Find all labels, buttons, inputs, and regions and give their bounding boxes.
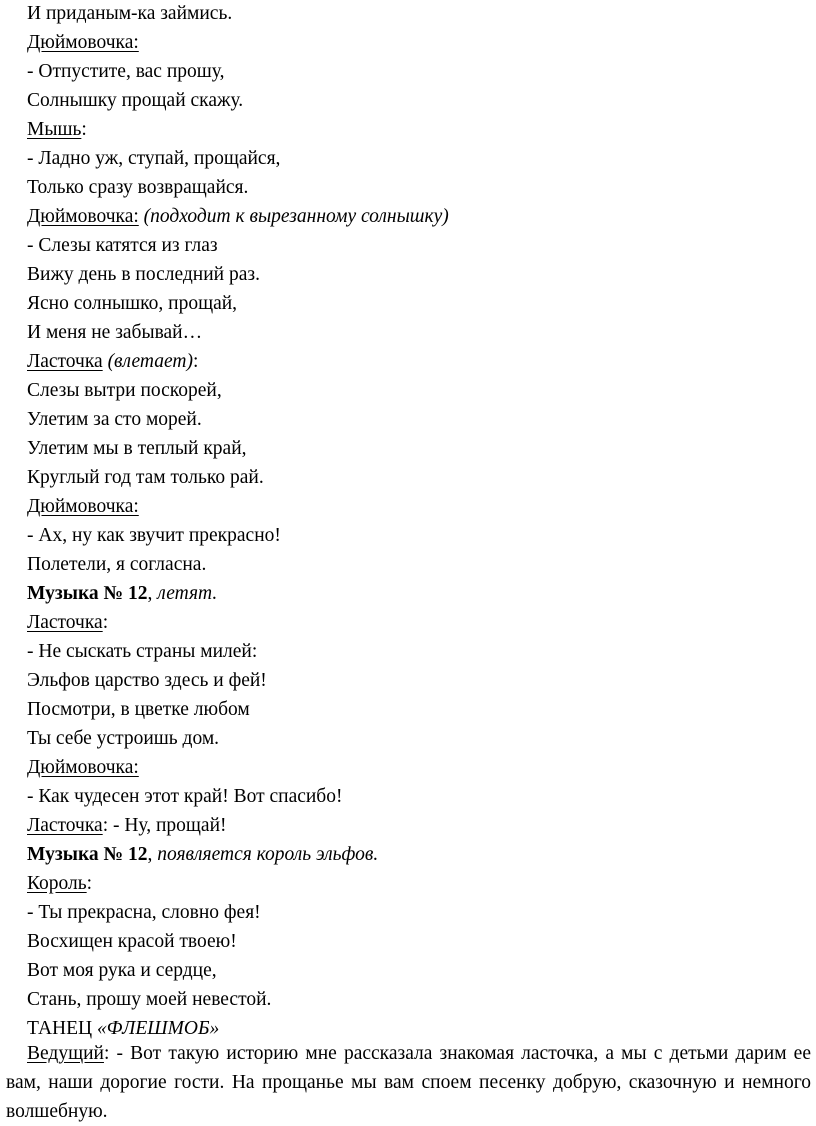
line-24: Эльфов царство здесь и фей!: [27, 670, 267, 691]
line-12: И меня не забывай…: [27, 322, 203, 343]
line-18: [27, 492, 139, 521]
closing-paragraph: Ведущий: - Вот такую историю мне рассказала знакомая ласточка, а мы с детьми дарим ее вам, наши дорогие гости. На прощанье мы вам споем песенку добрую, сказочную и немного волшебную.: [6, 1043, 811, 1122]
line-21: Музыка № 12, летят.: [27, 583, 218, 604]
line-3: - Отпустите, вас прошу,: [27, 61, 225, 82]
speaker-label: Ласточка: [27, 815, 103, 836]
line-28: - Как чудесен этот край! Вот спасибо!: [27, 786, 343, 807]
speaker-label: Ласточка: [27, 351, 103, 372]
line-23: - Не сыскать страны милей:: [27, 641, 258, 662]
line-15: Улетим за сто морей.: [27, 409, 202, 430]
stage-direction: (подходит к вырезанному солнышку): [138, 206, 449, 227]
line-26: Ты себе устроишь дом.: [27, 728, 220, 749]
music-cue: Музыка № 12: [27, 583, 148, 604]
speaker-label: Дюймовочка:: [27, 32, 139, 53]
speaker-label: Дюймовочка:: [27, 206, 139, 227]
line-34: Вот моя рука и сердце,: [27, 960, 217, 981]
line-1: И приданым-ка займись.: [27, 3, 233, 24]
line-31: Король:: [27, 873, 93, 894]
line-6: - Ладно уж, ступай, прощайся,: [27, 148, 281, 169]
line-20: Полетели, я согласна.: [27, 554, 207, 575]
line-16: Улетим мы в теплый край,: [27, 438, 247, 459]
speaker-label: Ведущий: [27, 1043, 104, 1064]
line-4: Солнышку прощай скажу.: [27, 90, 244, 111]
stage-direction: появляется король эльфов.: [157, 844, 379, 865]
line-8: [27, 202, 449, 231]
line-13: Ласточка (влетает):: [27, 351, 199, 372]
music-cue: Музыка № 12: [27, 844, 148, 865]
line-19: - Ах, ну как звучит прекрасно!: [27, 525, 281, 546]
speaker-label: Мышь: [27, 119, 82, 140]
line-36: ТАНЕЦ «ФЛЕШМОБ»: [27, 1018, 220, 1039]
line-25: Посмотри, в цветке любом: [27, 699, 250, 720]
dance-title: «ФЛЕШМОБ»: [96, 1018, 220, 1039]
line-11: Ясно солнышко, прощай,: [27, 293, 238, 314]
line-9: - Слезы катятся из глаз: [27, 235, 218, 256]
line-33: Восхищен красой твоею!: [27, 931, 237, 952]
stage-direction: летят.: [157, 583, 218, 604]
stage-direction: (влетает): [102, 351, 193, 372]
line-5: Мышь:: [27, 119, 87, 140]
speaker-label: Ласточка: [27, 612, 103, 633]
line-14: Слезы вытри поскорей,: [27, 380, 222, 401]
line-30: Музыка № 12, появляется король эльфов.: [27, 844, 379, 865]
speaker-label: Дюймовочка:: [27, 757, 139, 778]
speaker-label: Король: [27, 873, 87, 894]
line-32: - Ты прекрасна, словно фея!: [27, 902, 261, 923]
line-27: [27, 753, 139, 782]
line-29: Ласточка: - Ну, прощай!: [27, 815, 227, 836]
line-2: [27, 28, 139, 57]
line-22: Ласточка:: [27, 612, 109, 633]
line-10: Вижу день в последний раз.: [27, 264, 260, 285]
line-7: Только сразу возвращайся.: [27, 177, 249, 198]
speaker-label: Дюймовочка:: [27, 496, 139, 517]
line-35: Стань, прошу моей невестой.: [27, 989, 272, 1010]
line-17: Круглый год там только рай.: [27, 467, 264, 488]
